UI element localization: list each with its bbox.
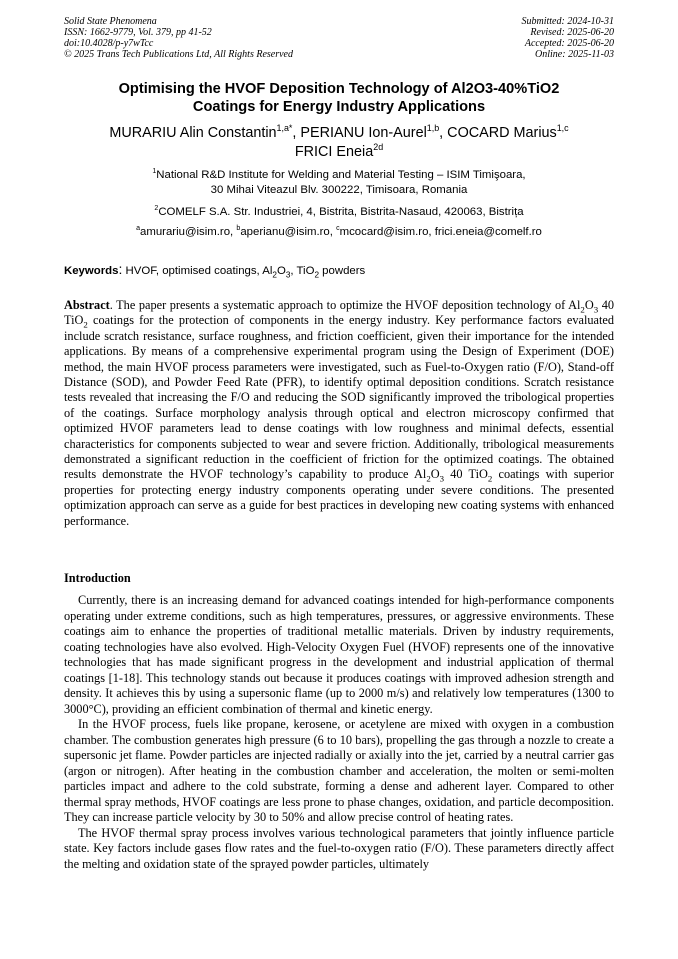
paper-title <box>64 80 614 116</box>
email-a: amurariu@isim.ro, <box>140 226 237 238</box>
paragraph: In the HVOF process, fuels like propane, kerosene, or acetylene are mixed with oxygen in a combustion chamber. The combustion generates high pressure (6 to 10 bars), propelling the gas through a nozzle to create a supersonic jet flame. Powder particles are injected radially or axially into the jet, carried by a neutral carrier gas (argon or nitrogen). After heating in the combustion chamber and acceleration, the molten or semi-molten particles impact and adhere to the cold substrate, forming a dense and adherent layer. Compared to other thermal spray methods, HVOF coatings are less prone to phase changes, oxidation, and particle decomposition. They can increase particle velocity by 30 to 50% and allow precise control of heating rates. <box>64 717 614 824</box>
revised-date: Revised: 2025-06-20 <box>530 27 614 38</box>
submitted-date: Submitted: 2024-10-31 <box>521 16 614 27</box>
copyright-line: © 2025 Trans Tech Publications Ltd, All Rights Reserved <box>64 49 293 60</box>
affiliation-2 <box>64 205 614 220</box>
abstract: Abstract. The paper presents a systematic approach to optimize the HVOF deposition technology of $Al_2O_3$ 40 TiO$_2$ coatings for the protection of components in the energy industry. Key performance factors evaluated include scratch resistance, surface roughness, and friction coefficient, given their importance for the intended applications. By means of a comprehensive experimental program using the Design of Experiment (DOE) method, the main HVOF process parameters were investigated, such as Fuel-to-Oxygen ratio (F/O), Stand-off Distance (SOD), and Powder Feed Rate (PFR), to identify optimal deposition conditions. Scratch resistance tests revealed that increasing the F/O and reducing the SOD significantly improved the tribological properties of the coatings. Surface morphology analysis through optical and electron microscopy confirmed that optimized HVOF parameters lead to dense coatings with low roughness and minimal defects, essential characteristics for components subjected to wear and severe friction. Additionally, tribological measurements demonstrated a significant reduction in the coefficient of friction for the optimized coatings. The obtained results demonstrate the HVOF technology’s capability to produce $Al_2O_3$ 40 TiO$_2$ coatings with superior properties for protecting energy industry components operating under severe conditions. The presented optimization approach can serve as a guide for best practices in developing new coating systems with enhanced performance. <box>64 298 614 528</box>
issn-line: ISSN: 1662-9779, Vol. 379, pp 41-52 <box>64 27 212 38</box>
author-name: FRICI Eneia <box>294 144 374 160</box>
title-line-1: Optimising the HVOF Deposition Technology of Al2O3-40%TiO2 <box>118 81 560 97</box>
email-c: mcocard@isim.ro, frici.eneia@comelf.ro <box>339 226 542 238</box>
author-affiliation-mark: 1,a* <box>276 123 293 134</box>
author-name: PERIANU Ion-Aurel <box>300 125 427 141</box>
journal-header <box>64 16 614 66</box>
affiliation-number: 1 <box>152 168 157 176</box>
author-emails: $^a$amurariu@isim.ro, $^b$aperianu@isim.ro, $^c$mcocard@isim.ro, frici.eneia@comelf.ro <box>136 225 542 238</box>
authors-line-2 <box>64 143 614 162</box>
author-name: MURARIU Alin Constantin <box>109 125 277 141</box>
dates-info <box>522 16 615 60</box>
abstract-label: Abstract <box>64 298 110 312</box>
affiliation-1 <box>64 168 614 198</box>
journal-name: Solid State Phenomena <box>64 16 157 27</box>
paragraph: Currently, there is an increasing demand for advanced coatings intended for high-performance components operating under extreme conditions, such as high temperatures, pressures, or aggressive environments. These coatings aim to enhance the properties of traditional metallic materials. Driven by industry requirements, coating technologies have also evolved. High-Velocity Oxygen Fuel (HVOF) represents one of the innovative technologies that has made significant progress in the development and industrial application of thermal coatings [1-18]. This technology stands out because it produces coatings with improved adhesion strength and density. It achieves this by using a supersonic flame (up to 2000 m/s) and relatively low temperatures (1300 to 3000°C), providing an efficient combination of thermal and kinetic energy. <box>64 593 614 716</box>
journal-info <box>64 16 293 60</box>
author-list <box>64 124 614 162</box>
affiliation-text: 30 Mihai Viteazul Blv. 300222, Timisoara, Romania <box>210 184 468 196</box>
email-b: aperianu@isim.ro, <box>240 226 337 238</box>
author-affiliation-mark: 1,c <box>556 123 569 134</box>
paragraph: The HVOF thermal spray process involves various technological parameters that jointly influence particle state. Key factors include gases flow rates and the fuel-to-oxygen ratio (F/O). These parameters directly affect the melting and oxidation state of the sprayed powder particles, ultimately <box>64 825 614 871</box>
section-heading-introduction: Introduction <box>64 571 131 585</box>
keywords: Keywords: HVOF, optimised coatings, $Al_2O_3$, TiO$_2$ powders <box>64 261 366 280</box>
introduction-body <box>64 593 614 872</box>
online-date: Online: 2025-11-03 <box>535 49 614 60</box>
affiliation-number: 2 <box>154 205 159 213</box>
title-line-2: Coatings for Energy Industry Applications <box>192 99 486 115</box>
authors-line-1: MURARIU Alin Constantin$^{1,a*}$, PERIANU Ion-Aurel$^{1,b}$, COCARD Marius$^{1,c}$ <box>109 123 569 141</box>
accepted-date: Accepted: 2025-06-20 <box>524 38 614 49</box>
doi-line: doi:10.4028/p-y7wTcc <box>64 38 154 49</box>
author-affiliation-mark: 2d <box>373 142 384 153</box>
affiliation-text: COMELF S.A. Str. Industriei, 4, Bistrita, Bistrita-Nasaud, 420063, Bistrița <box>158 206 524 218</box>
author-name: COCARD Marius <box>447 125 557 141</box>
affiliation-text: National R&D Institute for Welding and Material Testing – ISIM Timişoara, <box>156 169 526 181</box>
author-affiliation-mark: 1,b <box>426 123 440 134</box>
keywords-label: Keywords <box>64 265 119 277</box>
